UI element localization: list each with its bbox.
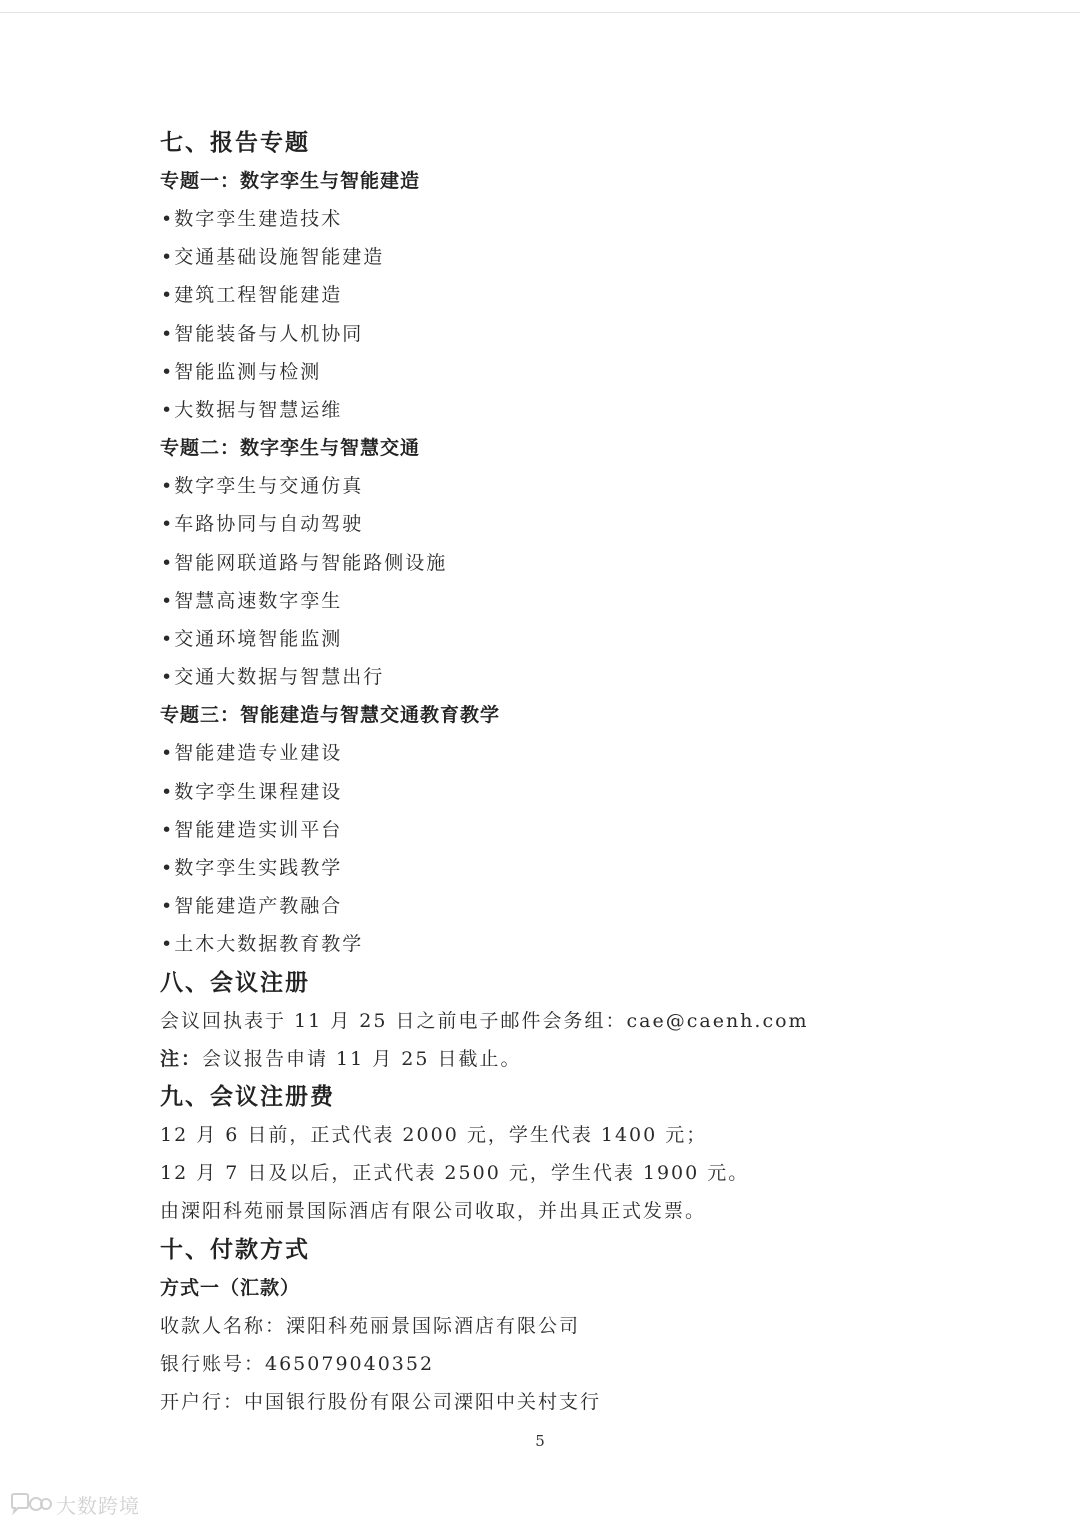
page-top-edge	[0, 12, 1080, 13]
topic-2-item: •交通大数据与智慧出行	[161, 666, 385, 689]
document-body	[160, 124, 920, 1421]
section-heading-fees: 九、会议注册费	[160, 1083, 335, 1111]
page-number: 5	[535, 1432, 545, 1450]
payment-method-title: 方式一（汇款）	[160, 1276, 301, 1299]
topic-2-item: •智慧高速数字孪生	[161, 589, 343, 612]
topic-3-item: •智能建造产教融合	[161, 895, 343, 918]
topic-3-item: •数字孪生实践教学	[161, 857, 343, 880]
topic-3-title: 专题三：智能建造与智慧交通教育教学	[160, 704, 501, 727]
chat-bubble-logo-icon	[8, 1492, 52, 1518]
registration-note	[160, 1040, 920, 1078]
payee-name: 收款人名称：溧阳科苑丽景国际酒店有限公司	[160, 1314, 581, 1337]
note-text: 会议报告申请 11 月 25 日截止。	[202, 1047, 522, 1070]
topic-2-item: •智能网联道路与智能路侧设施	[161, 551, 448, 574]
topic-1-item: •交通基础设施智能建造	[161, 246, 385, 269]
bank-branch: 开户行：中国银行股份有限公司溧阳中关村支行	[160, 1391, 602, 1414]
watermark-text: 大数跨境	[56, 1494, 140, 1518]
section-heading-payment: 十、付款方式	[160, 1235, 310, 1263]
topic-2-item: •数字孪生与交通仿真	[161, 475, 364, 498]
topic-3-item: •智能建造实训平台	[161, 818, 343, 841]
topic-1-item: •数字孪生建造技术	[161, 208, 343, 230]
topic-2-item: •交通环境智能监测	[161, 628, 343, 651]
section-heading-registration: 八、会议注册	[160, 968, 310, 996]
topic-1-item: •大数据与智慧运维	[161, 399, 343, 422]
bank-account: 银行账号：465079040352	[160, 1352, 435, 1375]
topic-1-title: 专题一：数字孪生与智能建造	[160, 170, 421, 192]
topic-1-item: •智能装备与人机协同	[161, 322, 364, 345]
fee-line: 12 月 6 日前，正式代表 2000 元，学生代表 1400 元；	[160, 1124, 708, 1147]
topic-3-item: •土木大数据教育教学	[161, 933, 364, 956]
note-label: 注：	[160, 1047, 203, 1070]
fee-line: 由溧阳科苑丽景国际酒店有限公司收取，并出具正式发票。	[160, 1200, 707, 1223]
topic-3-item: •智能建造专业建设	[161, 742, 343, 765]
topic-2-item: •车路协同与自动驾驶	[161, 513, 364, 536]
registration-text: 会议回执表于 11 月 25 日之前电子邮件会务组：cae@caenh.com	[160, 1009, 809, 1032]
section-heading-topics: 七、报告专题	[160, 129, 310, 156]
topic-2-title: 专题二：数字孪生与智慧交通	[160, 437, 421, 460]
topic-3-item: •数字孪生课程建设	[161, 780, 343, 803]
topic-1-item: •智能监测与检测	[161, 360, 322, 383]
topic-1-item: •建筑工程智能建造	[161, 284, 343, 307]
watermark	[8, 1490, 140, 1519]
fee-line: 12 月 7 日及以后，正式代表 2500 元，学生代表 1900 元。	[160, 1162, 750, 1185]
